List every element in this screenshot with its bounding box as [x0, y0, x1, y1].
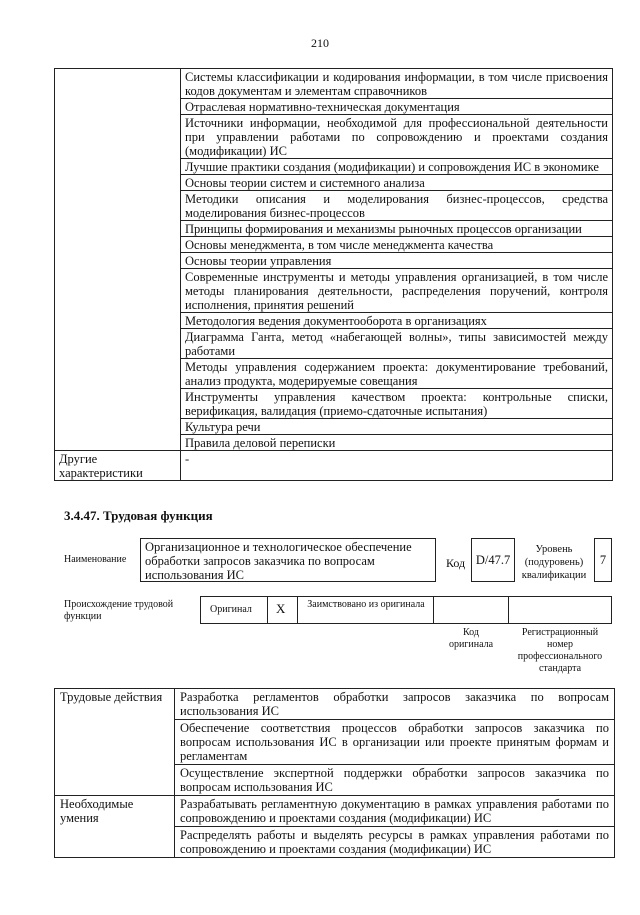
reg-number-label: Регистрационный номер профессионального стандарта: [517, 627, 603, 674]
knowledge-row: Методы управления содержанием проекта: документирование требований, анализ продукта, модерируемые совещания: [181, 359, 613, 389]
knowledge-row: Источники информации, необходимой для профессиональной деятельности при управлении работами по сопровождению и проектами создания (модификации) ИС: [181, 115, 613, 159]
skill-row: Разрабатывать регламентную документацию в рамках управления работами по сопровождению и проектами создания (модификации) ИС: [175, 796, 615, 827]
labor-action-row: Разработка регламентов обработки запросов заказчика по вопросам использования ИС: [175, 689, 615, 720]
skills-label: Необходимые умения: [55, 796, 175, 858]
labor-function-table: [54, 688, 615, 858]
knowledge-row: Системы классификации и кодирования информации, в том числе присвоения кодов документам и элементам справочников: [181, 69, 613, 99]
code-label: Код: [446, 556, 466, 570]
knowledge-table: [54, 68, 613, 481]
other-characteristics-value: -: [181, 451, 613, 481]
labor-action-row: Обеспечение соответствия процессов обработки запросов заказчика по вопросам использования ИС в организации или проекте принятым формам и регламентам: [175, 720, 615, 765]
level-label: Уровень (подуровень) квалификации: [521, 544, 587, 581]
labor-action-row: Осуществление экспертной поддержки обработки запросов заказчика по вопросам использования ИС: [175, 765, 615, 796]
origin-divider: [267, 596, 268, 624]
knowledge-row: Основы теории систем и системного анализа: [181, 175, 613, 191]
level-value-box: 7: [594, 538, 612, 582]
knowledge-row: Методология ведения документооборота в организациях: [181, 313, 613, 329]
knowledge-row: Основы менеджмента, в том числе менеджмента качества: [181, 237, 613, 253]
page-number: 210: [311, 36, 329, 50]
original-label: Оригинал: [210, 604, 252, 615]
origin-divider: [297, 596, 298, 624]
code-value-box: D/47.7: [471, 538, 515, 582]
knowledge-row: Инструменты управления качеством проекта: контрольные списки, верификация, валидация (приемо-сдаточные испытания): [181, 389, 613, 419]
knowledge-row: Современные инструменты и методы управления организацией, в том числе методы планирования деятельности, распределения поручений, контроля исполнения, принятия решений: [181, 269, 613, 313]
other-characteristics-label: Другие характеристики: [55, 451, 181, 481]
section-title: 3.4.47. Трудовая функция: [64, 508, 213, 523]
name-label: Наименование: [64, 554, 127, 565]
borrowed-label: Заимствовано из оригинала: [307, 599, 425, 610]
knowledge-label-cell: [55, 69, 181, 451]
origin-divider: [433, 596, 434, 624]
knowledge-row: Основы теории управления: [181, 253, 613, 269]
origin-label: Происхождение трудовой функции: [64, 599, 174, 622]
knowledge-row: Отраслевая нормативно-техническая документация: [181, 99, 613, 115]
knowledge-row: Правила деловой переписки: [181, 435, 613, 451]
knowledge-row: Диаграмма Ганта, метод «набегающей волны», типы зависимостей между работами: [181, 329, 613, 359]
knowledge-row: Методики описания и моделирования бизнес-процессов, средства моделирования бизнес-процессов: [181, 191, 613, 221]
code-original-label: Код оригинала: [448, 627, 494, 650]
function-name-box: Организационное и технологическое обеспечение обработки запросов заказчика по вопросам использования ИС: [140, 538, 436, 582]
origin-divider: [508, 596, 509, 624]
skill-row: Распределять работы и выделять ресурсы в рамках управления работами по сопровождению и проектами создания (модификации) ИС: [175, 827, 615, 858]
knowledge-row: Принципы формирования и механизмы рыночных процессов организации: [181, 221, 613, 237]
knowledge-row: Культура речи: [181, 419, 613, 435]
knowledge-row: Лучшие практики создания (модификации) и сопровождения ИС в экономике: [181, 159, 613, 175]
original-mark: X: [276, 601, 286, 616]
labor-actions-label: Трудовые действия: [55, 689, 175, 796]
